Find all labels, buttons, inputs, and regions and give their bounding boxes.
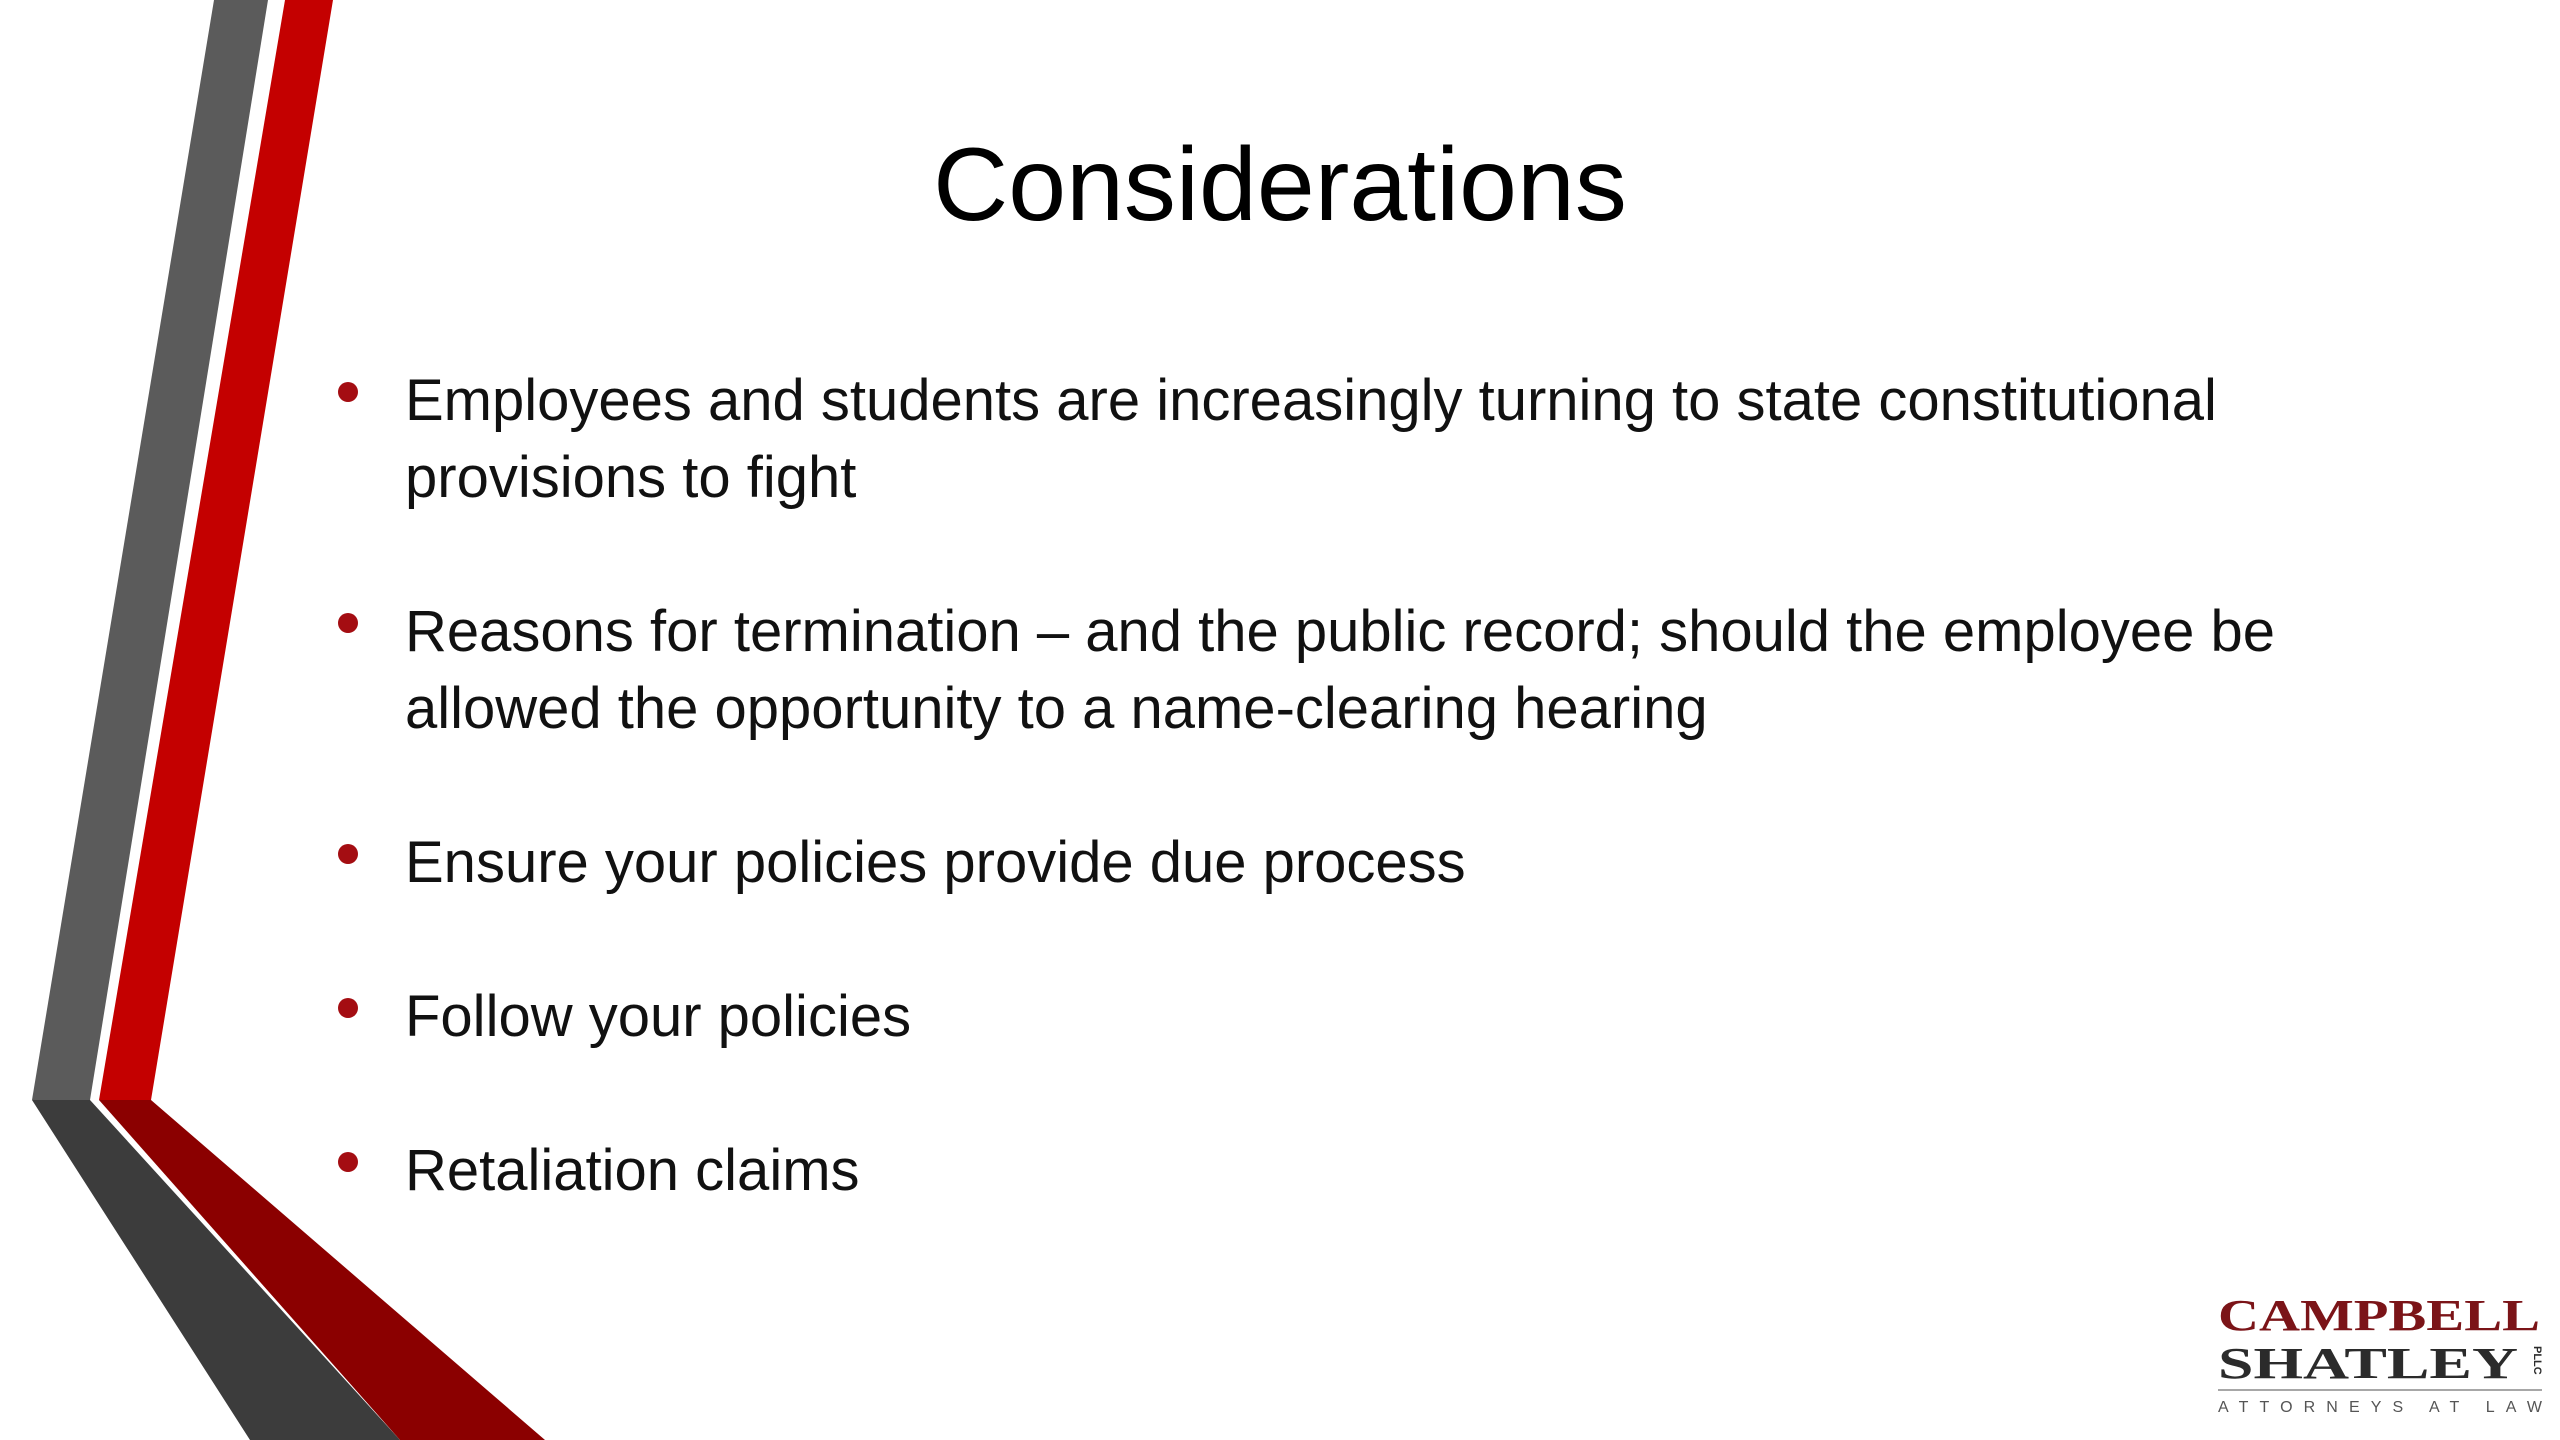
logo-line-shatley: SHATLEY (2218, 1339, 2518, 1388)
bullet-text: Follow your policies (405, 984, 912, 1049)
bullet-item (330, 362, 2460, 516)
bullet-dot-icon (338, 998, 358, 1018)
bullet-item (330, 824, 2460, 901)
bullet-item (330, 1132, 2460, 1209)
bullet-text: Retaliation claims (405, 1138, 860, 1203)
bullet-item (330, 593, 2460, 747)
slide-title: Considerations (933, 127, 1627, 243)
logo-pllc: PLLC (2531, 1346, 2543, 1375)
bullet-list (330, 362, 2460, 1209)
bullet-text: Ensure your policies provide due process (405, 830, 1466, 895)
bullet-dot-icon (338, 1152, 358, 1172)
bullet-item (330, 978, 2460, 1055)
bullet-dot-icon (338, 844, 358, 864)
logo-line-campbell: CAMPBELL (2218, 1291, 2540, 1340)
bullet-dot-icon (338, 382, 358, 402)
logo-tagline: ATTORNEYS AT LAW (2218, 1399, 2542, 1416)
bullet-text: Employees and students are increasingly turning to state constitutional provisions to fight (405, 368, 2217, 510)
bullet-text: Reasons for termination – and the public record; should the employee be allowed the opportunity to a name-clearing hearing (405, 599, 2276, 741)
bullet-dot-icon (338, 613, 358, 633)
campbell-shatley-logo (2216, 1290, 2546, 1416)
